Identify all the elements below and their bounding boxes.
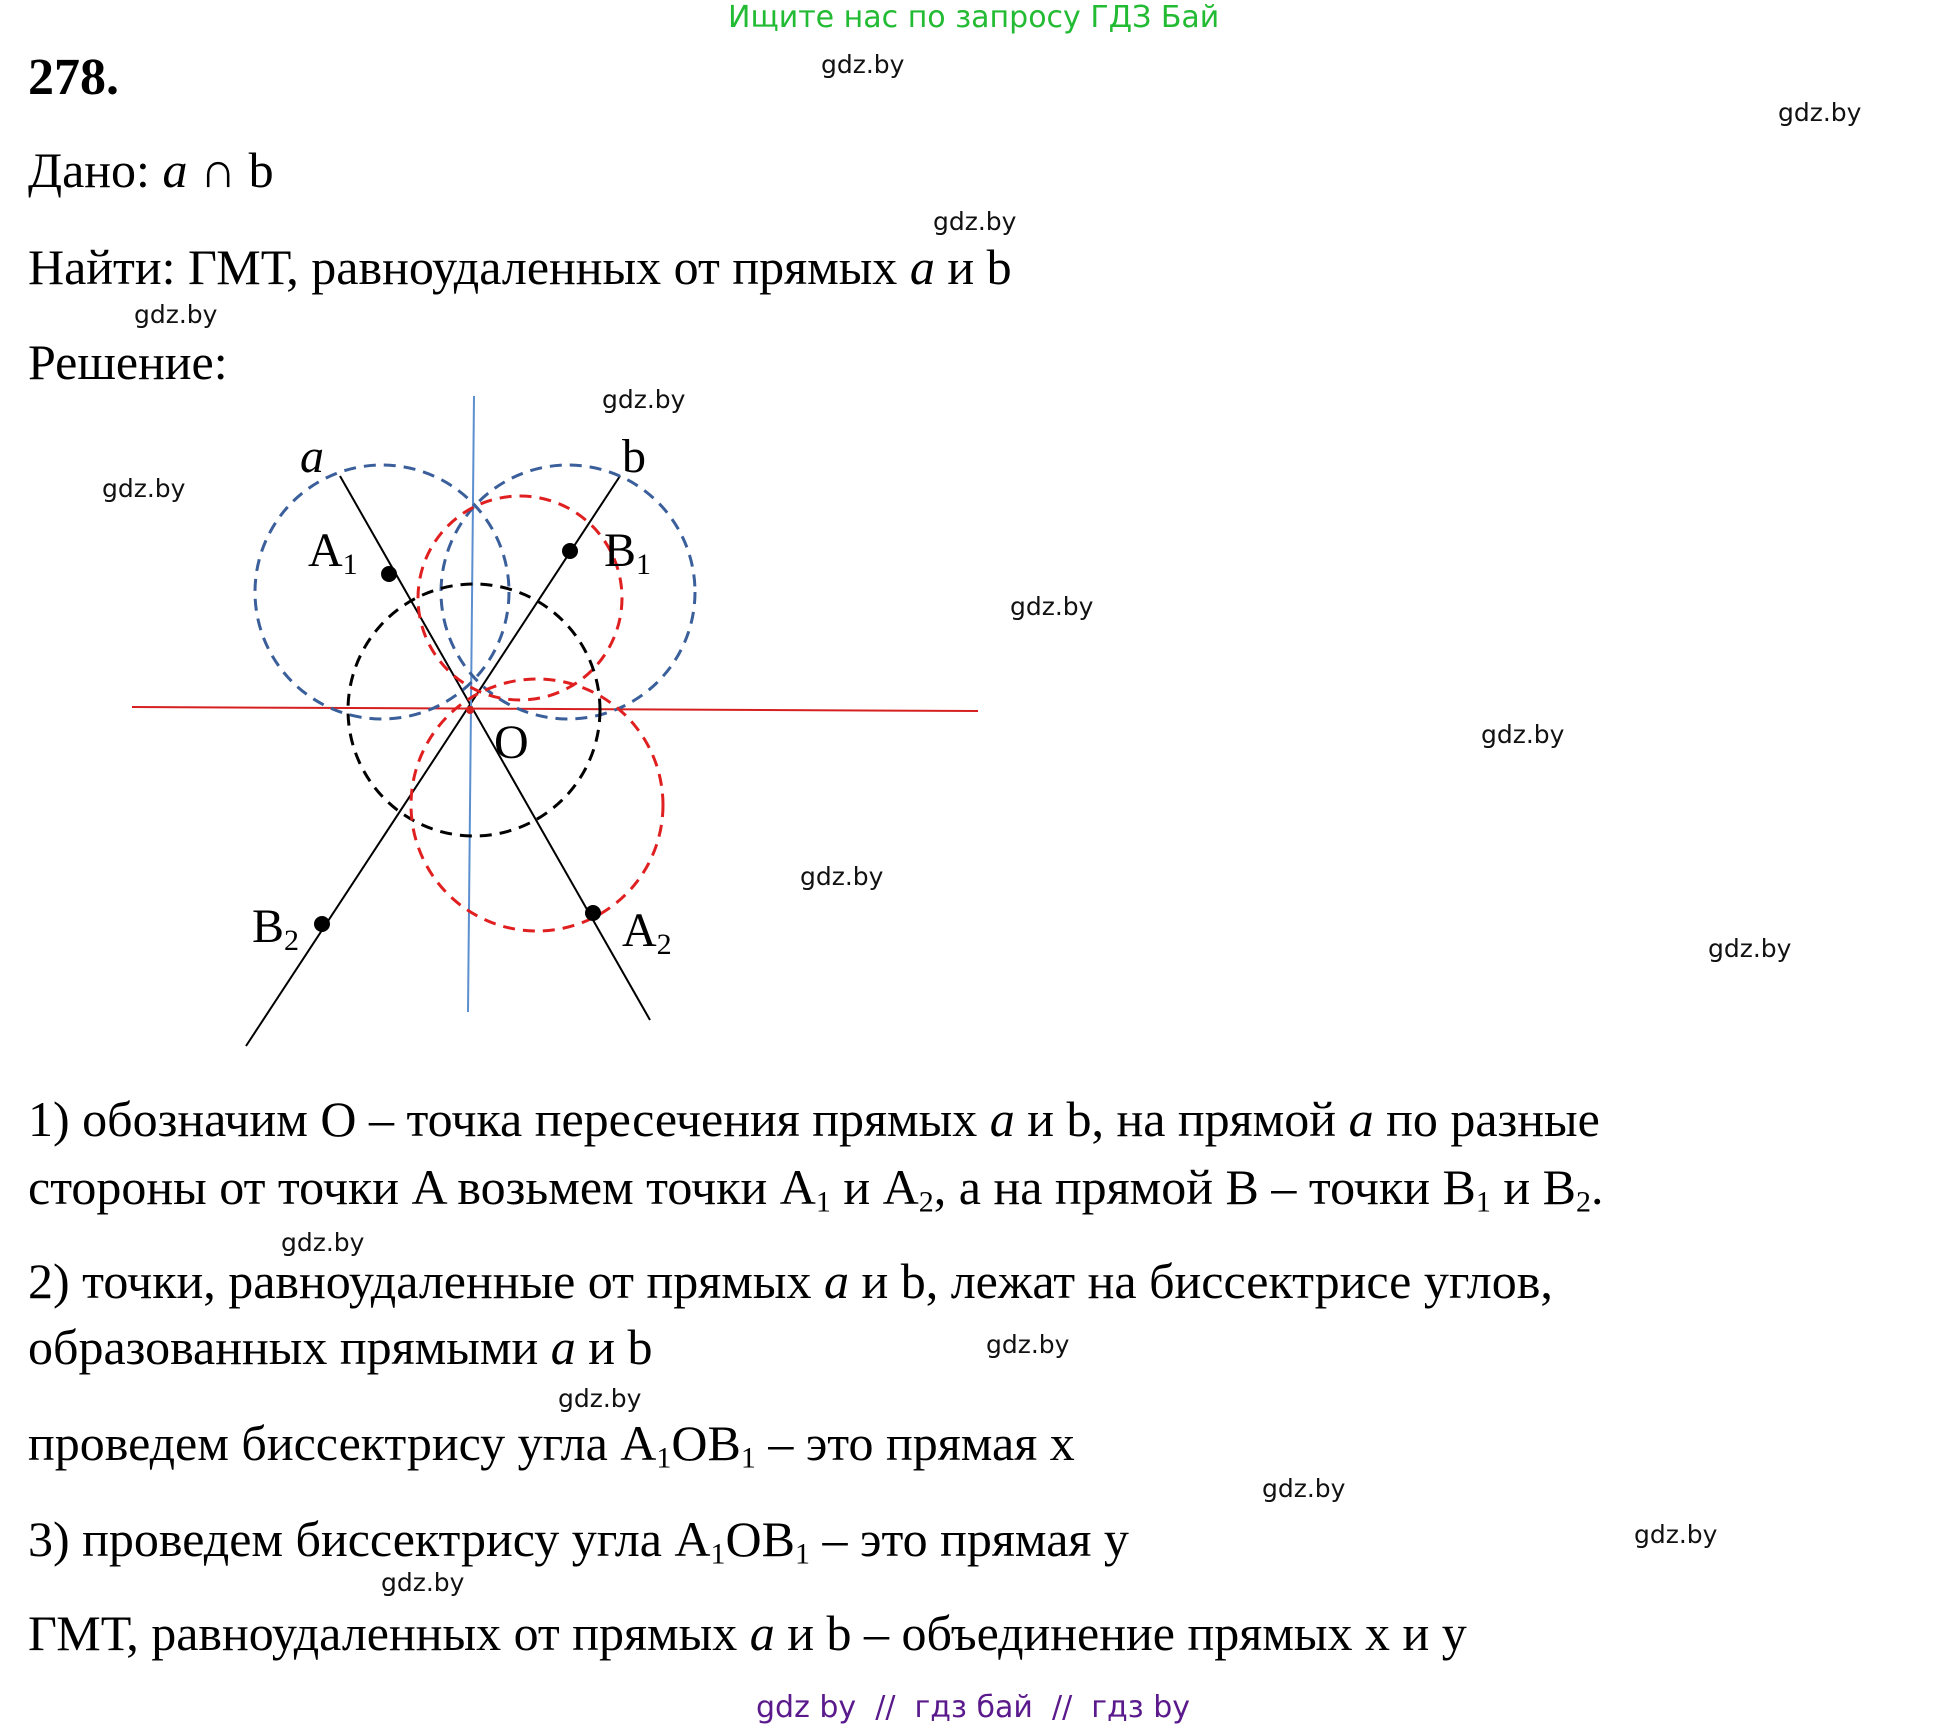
watermark: gdz.by [986,1330,1070,1359]
step-1-line-1: 1) обозначим O – точка пересечения прямых a и b, на прямой a по разные [28,1091,1600,1147]
point-O [466,706,474,714]
find-var-a: a [909,239,935,295]
point-B2 [314,916,330,932]
label-b: b [622,430,646,483]
step-2-line-1: 2) точки, равноудаленные от прямых a и b, лежат на биссектрисе углов, [28,1253,1553,1309]
label-B1: B1 [604,524,652,581]
watermark: gdz.by [602,385,686,414]
given-var-b: b [248,142,274,198]
point-B1 [562,543,578,559]
given-var-a: a [162,142,188,198]
label-O: O [494,716,529,769]
watermark: gdz.by [381,1568,465,1597]
watermark: gdz.by [821,50,905,79]
watermark: gdz.by [102,474,186,503]
watermark: gdz.by [281,1228,365,1257]
conclusion-line: ГМТ, равноудаленных от прямых a и b – объединение прямых x и y [28,1605,1467,1661]
point-A2 [585,905,601,921]
step-2-line-2: образованных прямыми a и b [28,1319,653,1375]
watermark: gdz.by [1010,592,1094,621]
bisector-line-horizontal [132,707,978,711]
footer-links: gdz by // гдз бай // гдз by [756,1690,1191,1725]
search-banner: Ищите нас по запросу ГДЗ Бай [728,0,1220,35]
problem-number: 278. [28,49,119,106]
circle-red-upper [418,496,622,700]
watermark: gdz.by [1778,98,1862,127]
given-label: Дано: [28,142,150,198]
watermark: gdz.by [134,300,218,329]
find-and: и [947,239,975,295]
find-label: Найти: ГМТ, равноудаленных от прямых [28,239,898,295]
watermark: gdz.by [1481,720,1565,749]
bisector-x-line: проведем биссектрису угла $A_1OB_1$ – это прямая x [28,1415,1075,1475]
label-B2: B2 [252,900,300,957]
circle-red-lower [411,679,663,931]
watermark: gdz.by [1708,934,1792,963]
find-var-b: b [986,239,1012,295]
label-A1: A1 [308,524,358,581]
watermark: gdz.by [1262,1474,1346,1503]
watermark: gdz.by [933,207,1017,236]
step-3-line: 3) проведем биссектрису угла $A_1OB_1$ – это прямая y [28,1511,1129,1571]
watermark: gdz.by [1634,1520,1718,1549]
watermark: gdz.by [800,862,884,891]
watermark: gdz.by [558,1384,642,1413]
solution-label: Решение: [28,334,228,390]
label-A2: A2 [622,904,672,961]
line-b [246,476,620,1046]
label-a: a [300,430,324,483]
circle-around-B1 [441,465,695,719]
point-A1 [381,566,397,582]
step-1-line-2: стороны от точки A возьмем точки $A_1$ и $A_2$, а на прямой B – точки $B_1$ и $B_2$. [28,1159,1604,1219]
intersection-symbol: ∩ [199,142,237,198]
